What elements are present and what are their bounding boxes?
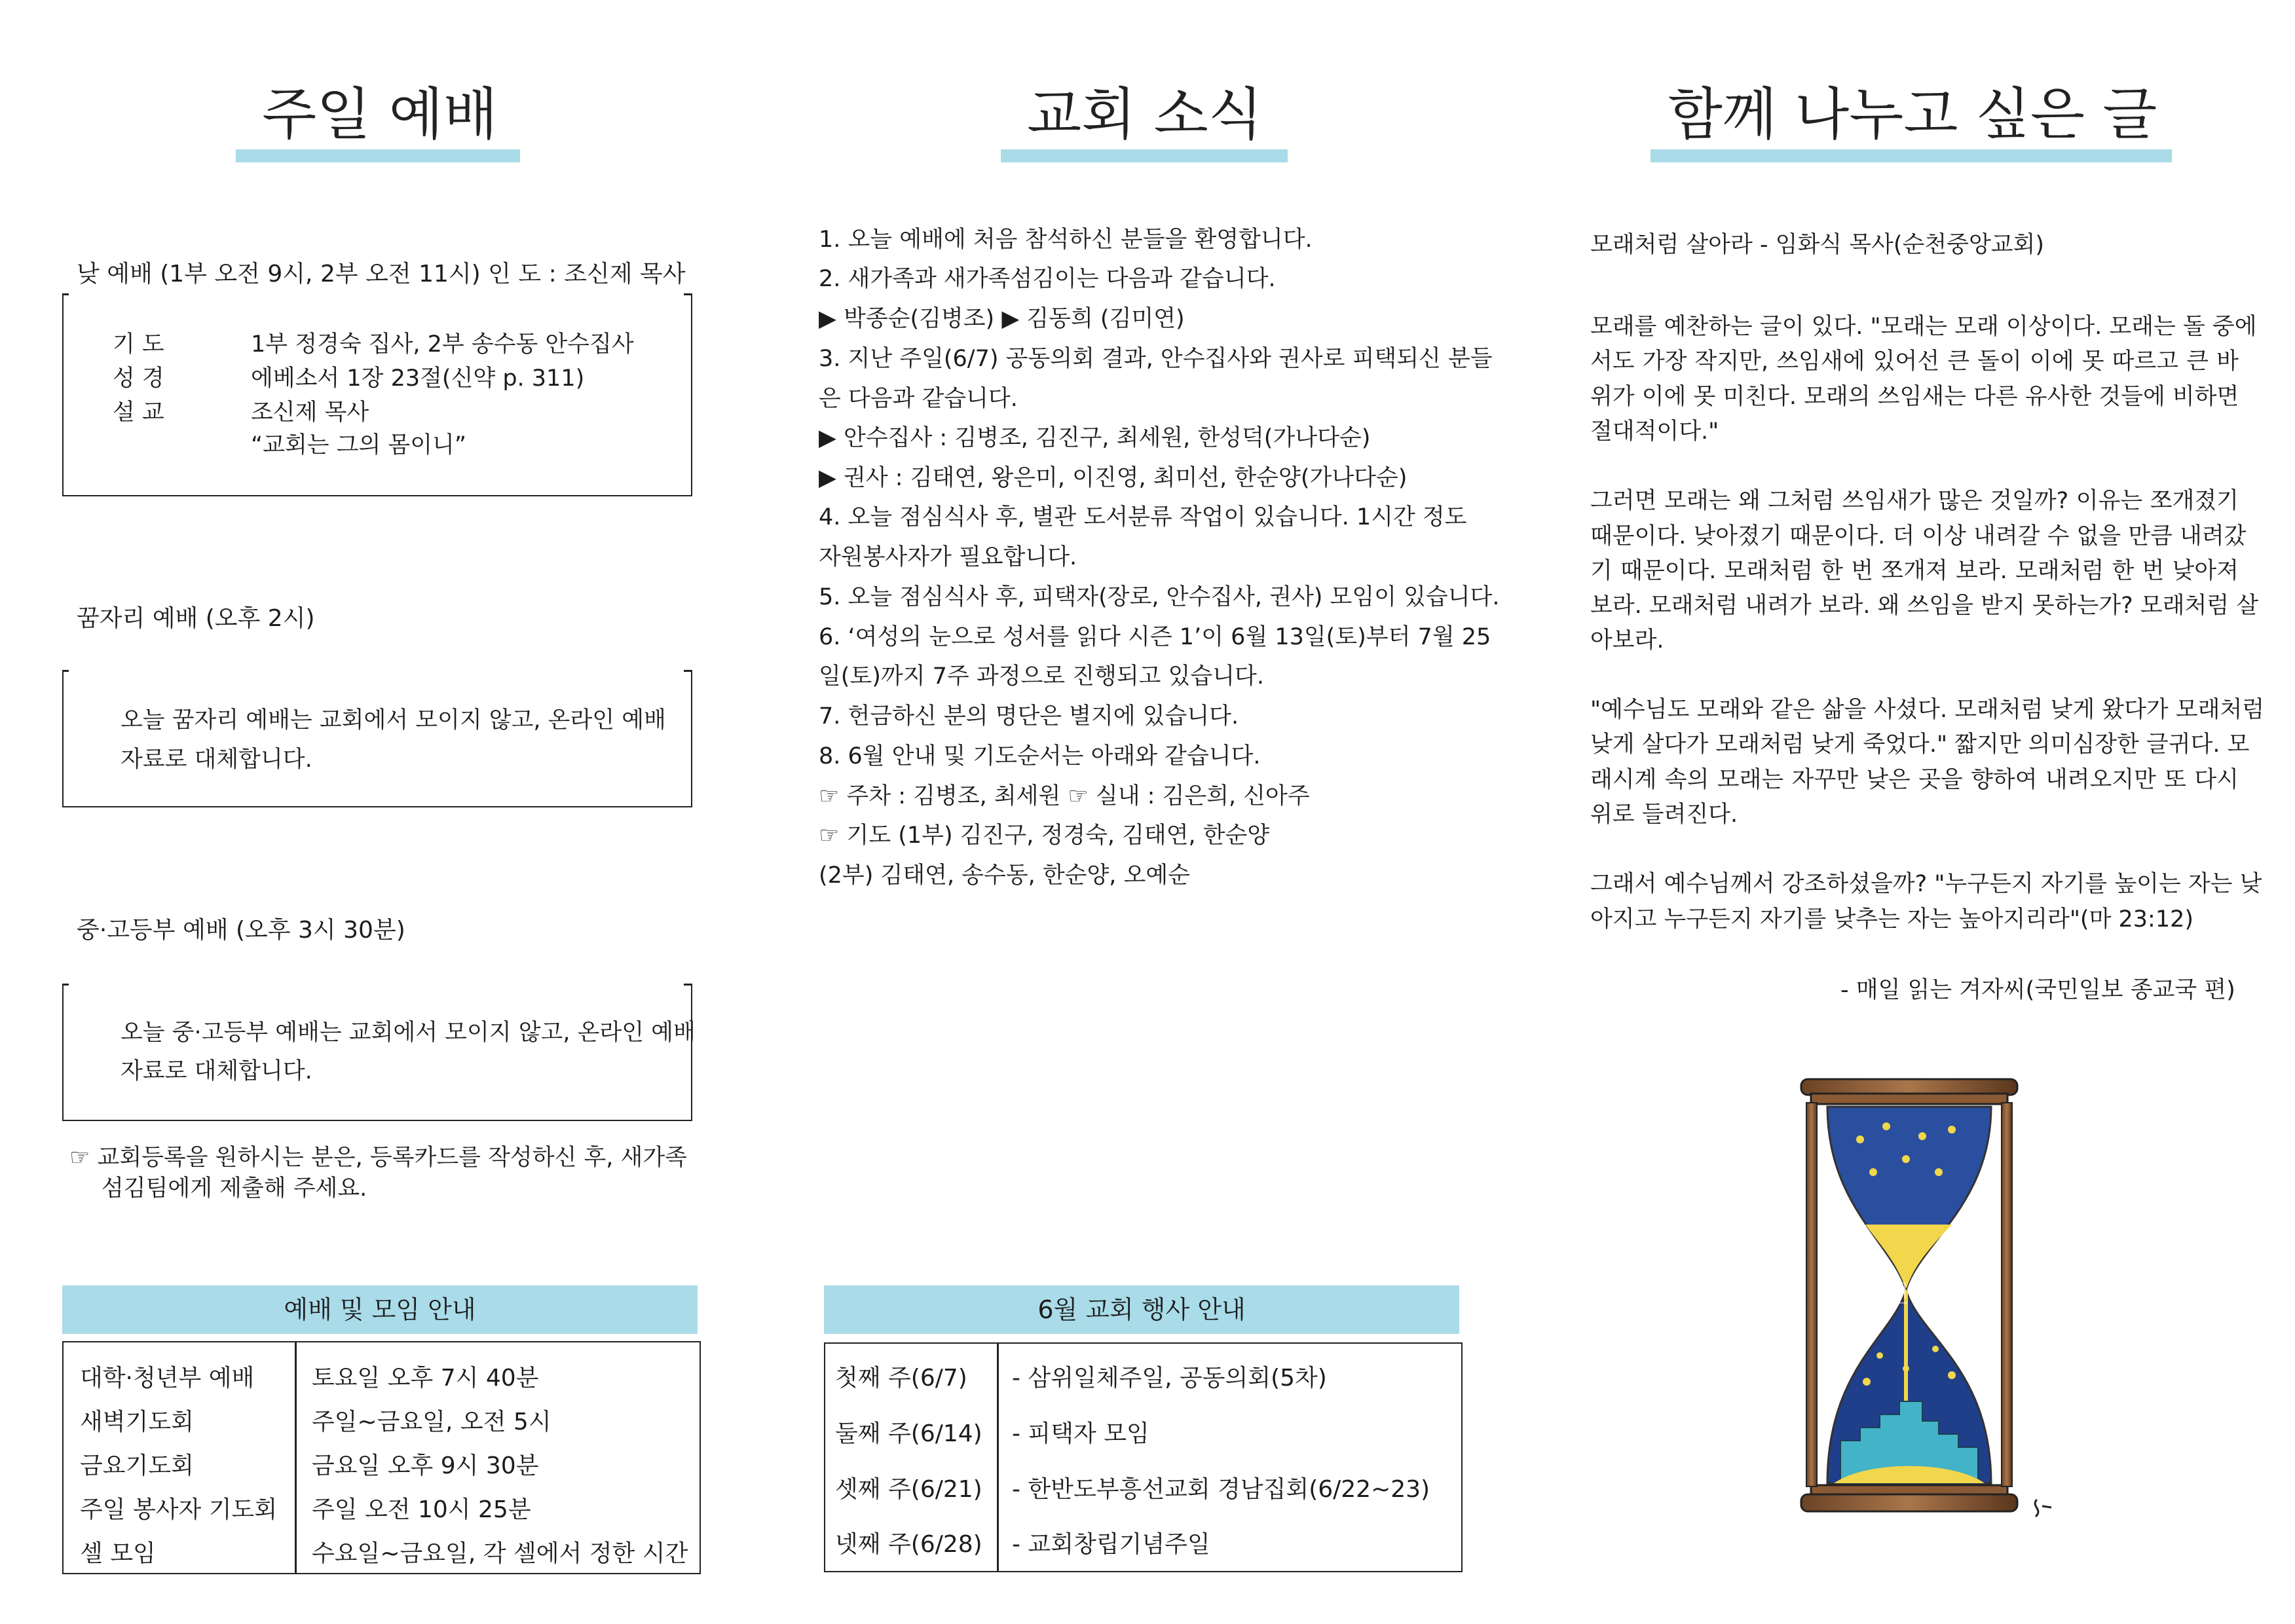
essay-line: 보라. 모래처럼 내려가 보라. 왜 쓰임을 받지 못하는가? 모래처럼 살 xyxy=(1590,593,2259,619)
essay-line: "예수님도 모래와 같은 삶을 사셨다. 모래처럼 낮게 왔다가 모래처럼 xyxy=(1590,697,2265,723)
dream-worship-header: 꿈자리 예배 (오후 2시) xyxy=(77,605,315,632)
meeting-row-time: 토요일 오후 7시 40분 xyxy=(312,1365,539,1392)
news-title-underline xyxy=(1001,149,1288,162)
event-row-text: - 삼위일체주일, 공동의회(5차) xyxy=(1012,1365,1327,1392)
essay-source: - 매일 읽는 겨자씨(국민일보 종교국 편) xyxy=(1840,977,2235,1003)
essay-line: 그래서 예수님께서 강조하셨을까? "누구든지 자기를 높이는 자는 낮 xyxy=(1590,871,2262,897)
meeting-row-name: 금요기도회 xyxy=(80,1452,194,1479)
event-row-week: 셋째 주(6/21) xyxy=(835,1476,982,1503)
youth-worship-box xyxy=(62,984,692,1121)
meeting-row-time: 주일~금요일, 오전 5시 xyxy=(312,1409,551,1435)
register-note-line1: ☞ 교회등록을 원하시는 분은, 등록카드를 작성하신 후, 새가족 xyxy=(69,1145,687,1171)
dream-worship-line1: 오늘 꿈자리 예배는 교회에서 모이지 않고, 온라인 예배 xyxy=(121,707,666,733)
news-item: ▶ 안수집사 : 김병조, 김진구, 최세원, 한성덕(가나다순) xyxy=(819,425,1371,451)
meeting-table-title: 예배 및 모임 안내 xyxy=(62,1285,698,1334)
essay-line: 그러면 모래는 왜 그처럼 쓰임새가 많은 것일까? 이유는 쪼개졌기 xyxy=(1590,488,2239,514)
day-box-left-extension xyxy=(62,293,64,295)
news-item: 2. 새가족과 새가족섬김이는 다음과 같습니다. xyxy=(819,266,1276,292)
essay-line: 위로 들려진다. xyxy=(1590,802,1738,828)
news-item: 은 다음과 같습니다. xyxy=(819,386,1018,412)
event-table-title: 6월 교회 행사 안내 xyxy=(824,1285,1459,1334)
meeting-row-time: 금요일 오후 9시 30분 xyxy=(312,1452,539,1479)
essay-line: 래시계 속의 모래는 자꾸만 낮은 곳을 향하여 내려오지만 또 다시 xyxy=(1590,767,2239,793)
news-item: 6. ‘여성의 눈으로 성서를 읽다 시즌 1’이 6월 13일(토)부터 7월 25 xyxy=(819,624,1491,650)
share-section-title: 함께 나누고 싶은 글 xyxy=(1668,82,2157,147)
event-row-text: - 교회창립기념주일 xyxy=(1012,1531,1210,1558)
meeting-row-name: 주일 봉사자 기도회 xyxy=(80,1496,278,1523)
event-row-week: 넷째 주(6/28) xyxy=(835,1531,982,1558)
essay-line: 서도 가장 작지만, 쓰임새에 있어선 큰 돌이 이에 못 따르고 큰 바 xyxy=(1590,348,2239,375)
youth-worship-line2: 자료로 대체합니다. xyxy=(121,1058,312,1084)
essay-line: 아지고 누구든지 자기를 낮추는 자는 높아지리라"(마 23:12) xyxy=(1590,906,2194,932)
essay-line: 때문이다. 낮아졌기 때문이다. 더 이상 내려갈 수 없을 만큼 내려갔 xyxy=(1590,523,2247,549)
essay-line: 아보라. xyxy=(1590,627,1664,654)
news-item: 일(토)까지 7주 과정으로 진행되고 있습니다. xyxy=(819,663,1264,690)
prayer-value: 1부 정경숙 집사, 2부 송수동 안수집사 xyxy=(251,331,634,358)
essay-line: 절대적이다." xyxy=(1590,418,1719,445)
scripture-label: 성 경 xyxy=(113,365,164,392)
register-note-line2: 섬김팀에게 제출해 주세요. xyxy=(102,1175,367,1202)
youth-worship-line1: 오늘 중·고등부 예배는 교회에서 모이지 않고, 온라인 예배 xyxy=(121,1020,696,1046)
news-item: 7. 헌금하신 분의 명단은 별지에 있습니다. xyxy=(819,703,1239,729)
event-row-text: - 한반도부흥선교회 경남집회(6/22~23) xyxy=(1012,1476,1430,1503)
meeting-row-name: 새벽기도회 xyxy=(80,1409,194,1435)
meeting-row-time: 주일 오전 10시 25분 xyxy=(312,1496,531,1523)
news-item: 자원봉사자가 필요합니다. xyxy=(819,544,1077,570)
sermon-value: 조신제 목사 xyxy=(251,399,369,426)
event-row-week: 둘째 주(6/14) xyxy=(835,1420,982,1447)
meeting-table-divider xyxy=(295,1342,297,1573)
worship-title-underline xyxy=(236,149,520,162)
news-item: 4. 오늘 점심식사 후, 별관 도서분류 작업이 있습니다. 1시간 정도 xyxy=(819,504,1467,530)
day-worship-header: 낮 예배 (1부 오전 9시, 2부 오전 11시) 인 도 : 조신제 목사 xyxy=(77,261,686,287)
day-worship-box xyxy=(62,293,692,496)
hourglass-illustration xyxy=(1788,1074,2070,1532)
news-item: 8. 6월 안내 및 기도순서는 아래와 같습니다. xyxy=(819,743,1261,769)
worship-section-title: 주일 예배 xyxy=(262,82,498,147)
news-item: (2부) 김태연, 송수동, 한순양, 오예순 xyxy=(819,862,1190,889)
sermon-label: 설 교 xyxy=(113,399,164,426)
essay-line: 모래를 예찬하는 글이 있다. "모래는 모래 이상이다. 모래는 돌 중에 xyxy=(1590,314,2257,340)
essay-title: 모래처럼 살아라 - 임화식 목사(순천중앙교회) xyxy=(1590,232,2045,258)
dream-worship-line2: 자료로 대체합니다. xyxy=(121,747,312,773)
news-item: ▶ 박종순(김병조) ▶ 김동희 (김미연) xyxy=(819,306,1185,332)
prayer-label: 기 도 xyxy=(113,331,164,358)
meeting-row-name: 셀 모임 xyxy=(80,1540,156,1567)
news-item: 1. 오늘 예배에 처음 참석하신 분들을 환영합니다. xyxy=(819,227,1313,253)
news-section-title: 교회 소식 xyxy=(1027,82,1263,147)
event-table-divider xyxy=(997,1344,999,1571)
news-item: ☞ 주차 : 김병조, 최세원 ☞ 실내 : 김은희, 신아주 xyxy=(819,783,1310,809)
meeting-row-name: 대학·청년부 예배 xyxy=(80,1365,255,1392)
share-title-underline xyxy=(1651,149,2172,162)
meeting-row-time: 수요일~금요일, 각 셀에서 정한 시간 xyxy=(312,1540,688,1567)
essay-line: 기 때문이다. 모래처럼 한 번 쪼개져 보라. 모래처럼 한 번 낮아져 xyxy=(1590,558,2239,584)
youth-worship-header: 중·고등부 예배 (오후 3시 30분) xyxy=(77,917,405,944)
news-item: ☞ 기도 (1부) 김진구, 정경숙, 김태연, 한순양 xyxy=(819,822,1270,849)
news-item: 5. 오늘 점심식사 후, 피택자(장로, 안수집사, 권사) 모임이 있습니다. xyxy=(819,584,1500,610)
dream-worship-box xyxy=(62,670,692,807)
news-item: 3. 지난 주일(6/7) 공동의회 결과, 안수집사와 권사로 피택되신 분들 xyxy=(819,346,1493,372)
sermon-title: “교회는 그의 몸이니” xyxy=(251,432,466,458)
watermark-text: 국민일보 xyxy=(1866,1282,1952,1308)
essay-line: 낮게 살다가 모래처럼 낮게 죽었다." 짧지만 의미심장한 글귀다. 모 xyxy=(1590,731,2250,758)
scripture-value: 에베소서 1장 23절(신약 p. 311) xyxy=(251,365,585,392)
event-row-text: - 피택자 모임 xyxy=(1012,1420,1149,1447)
news-item: ▶ 권사 : 김태연, 왕은미, 이진영, 최미선, 한순양(가나다순) xyxy=(819,465,1408,491)
event-row-week: 첫째 주(6/7) xyxy=(835,1365,967,1392)
essay-line: 위가 이에 못 미친다. 모래의 쓰임새는 다른 유사한 것들에 비하면 xyxy=(1590,384,2239,410)
